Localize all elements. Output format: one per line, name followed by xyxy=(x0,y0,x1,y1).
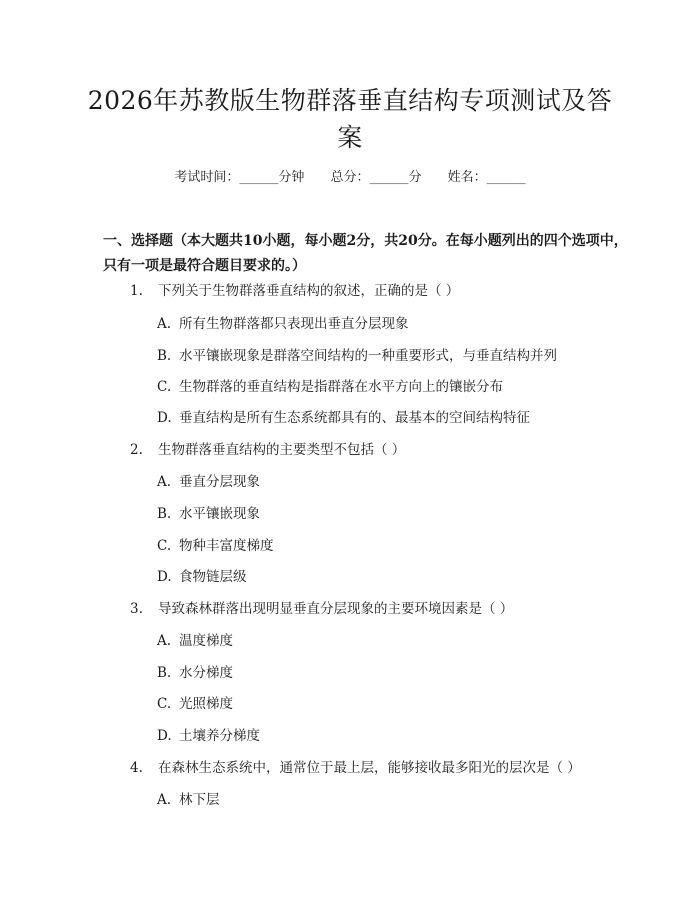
question-text: 在森林生态系统中，通常位于最上层，能够接收最多阳光的层次是（ ） xyxy=(158,760,581,776)
option-letter: A. xyxy=(157,792,172,808)
question-text: 生物群落垂直结构的主要类型不包括（ ） xyxy=(158,442,406,458)
question-2 xyxy=(130,440,405,460)
option-text: 水平镶嵌现象是群落空间结构的一种重要形式，与垂直结构并列 xyxy=(179,348,557,364)
option-text: 垂直分层现象 xyxy=(179,474,260,490)
option-text: 水平镶嵌现象 xyxy=(179,506,260,522)
question-text: 下列关于生物群落垂直结构的叙述，正确的是（ ） xyxy=(158,283,460,299)
option-letter: B. xyxy=(157,665,172,681)
option-text: 土壤养分梯度 xyxy=(179,728,260,744)
question-number: 3. xyxy=(130,601,143,617)
question-2-option-d xyxy=(157,567,247,587)
option-letter: D. xyxy=(157,410,172,426)
exam-time-field: 考试时间：______分钟 xyxy=(174,170,305,185)
option-letter: B. xyxy=(157,506,172,522)
option-letter: A. xyxy=(157,633,172,649)
option-letter: D. xyxy=(157,728,172,744)
option-letter: D. xyxy=(157,569,172,585)
option-text: 垂直结构是所有生态系统都具有的、最基本的空间结构特征 xyxy=(179,410,530,426)
option-letter: A. xyxy=(157,316,172,332)
option-letter: A. xyxy=(157,474,172,490)
question-number: 2. xyxy=(130,442,143,458)
question-3-option-d xyxy=(157,726,260,746)
question-1-option-c xyxy=(157,377,503,397)
question-3 xyxy=(130,599,513,619)
option-text: 所有生物群落都只表现出垂直分层现象 xyxy=(179,316,409,332)
document-title: 2026年苏教版生物群落垂直结构专项测试及答案 xyxy=(87,86,613,152)
question-4-option-a xyxy=(157,790,220,810)
option-text: 水分梯度 xyxy=(179,665,233,681)
option-letter: B. xyxy=(157,348,172,364)
question-1 xyxy=(130,281,459,301)
option-text: 食物链层级 xyxy=(179,569,247,585)
option-text: 林下层 xyxy=(179,792,220,808)
question-4 xyxy=(130,758,581,778)
exam-info-line xyxy=(0,168,700,188)
question-1-option-a xyxy=(157,314,409,334)
option-letter: C. xyxy=(157,379,172,395)
question-3-option-c xyxy=(157,694,233,714)
question-text: 导致森林群落出现明显垂直分层现象的主要环境因素是（ ） xyxy=(158,601,514,617)
option-text: 温度梯度 xyxy=(179,633,233,649)
option-letter: C. xyxy=(157,696,172,712)
option-text: 光照梯度 xyxy=(179,696,233,712)
student-name-field: 姓名：______ xyxy=(447,170,526,185)
question-number: 4. xyxy=(130,760,143,776)
question-2-option-c xyxy=(157,536,274,556)
section-heading: 一、选择题（本大题共10小题，每小题2分，共20分。在每小题列出的四个选项中，只有一项是最符合题目要求的。） xyxy=(103,233,628,274)
option-text: 生物群落的垂直结构是指群落在水平方向上的镶嵌分布 xyxy=(179,379,503,395)
total-score-field: 总分：______分 xyxy=(330,170,422,185)
option-text: 物种丰富度梯度 xyxy=(179,538,274,554)
question-1-option-b xyxy=(157,346,557,366)
question-2-option-b xyxy=(157,504,260,524)
question-1-option-d xyxy=(157,408,530,428)
question-number: 1. xyxy=(130,283,143,299)
question-3-option-b xyxy=(157,663,233,683)
option-letter: C. xyxy=(157,538,172,554)
question-3-option-a xyxy=(157,631,233,651)
question-2-option-a xyxy=(157,472,260,492)
